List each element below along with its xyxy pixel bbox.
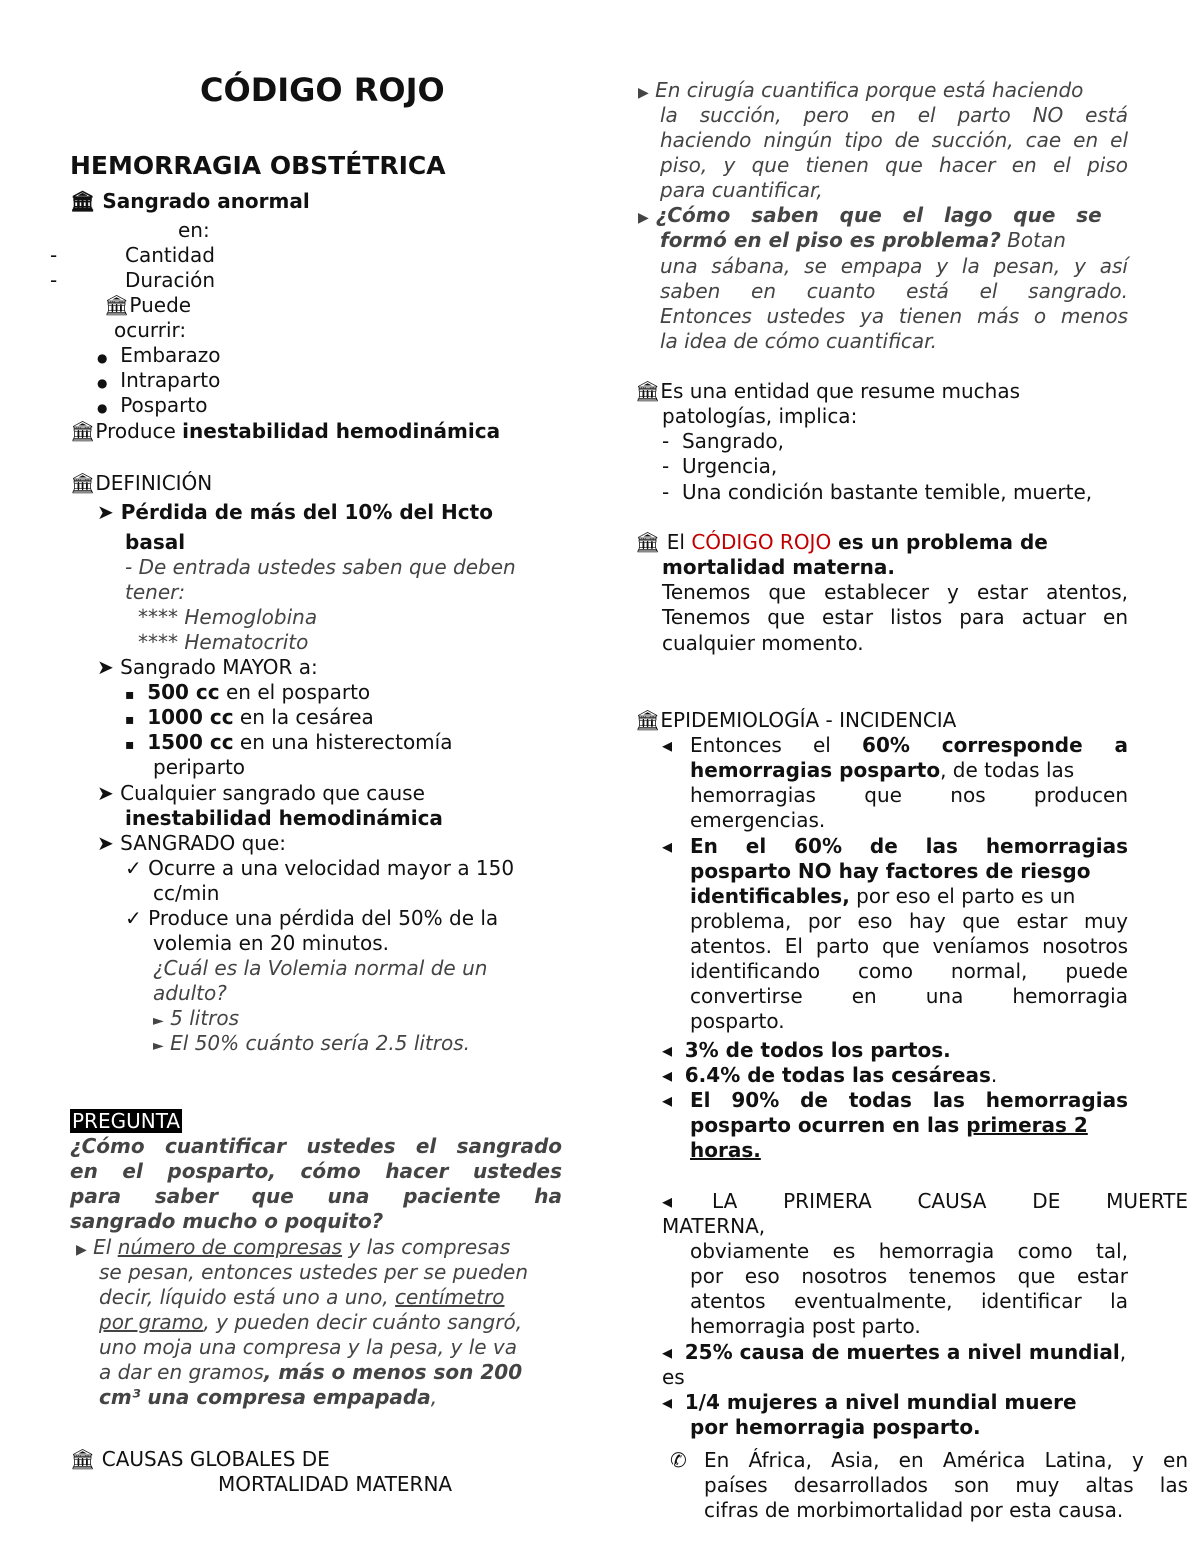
list-item: 🏛Puede: [104, 293, 192, 317]
text-line: posparto NO hay factores de riesgo: [690, 859, 1091, 883]
list-item: ▶ En cirugía cuantifica porque está haciendo: [638, 78, 1084, 102]
castle-icon: 🏛: [70, 1447, 96, 1471]
text-line: la idea de cómo cuantificar.: [660, 329, 937, 353]
text-line: obviamente es hemorragia como tal,: [690, 1239, 1128, 1263]
text-line: identificables, por eso el parto es un: [690, 884, 1076, 908]
list-item: -: [50, 268, 58, 292]
text-line: sangrado mucho o poquito?: [70, 1209, 384, 1233]
list-item: ● Posparto: [97, 393, 208, 417]
text-line: por gramo, y pueden decir cuánto sangró,: [99, 1310, 523, 1334]
list-item: 🏛 CAUSAS GLOBALES DE: [70, 1447, 330, 1471]
text-line: ¿Cómo cuantificar ustedes el sangrado: [70, 1134, 562, 1158]
text-line: posparto.: [690, 1009, 785, 1033]
text-line: atentos eventualmente, identificar la: [690, 1289, 1128, 1313]
list-item: 🏛 Sangrado anormal: [70, 189, 310, 213]
text-line: hemorragia post parto.: [690, 1314, 921, 1338]
list-item: ▶ ¿Cómo saben que el lago que se: [638, 203, 1102, 227]
text-line: cm³ una compresa empapada,: [99, 1385, 438, 1409]
text-line: Tenemos que estar listos para actuar en: [662, 605, 1128, 629]
list-item: [662, 1189, 672, 1214]
list-item: ● Embarazo: [97, 343, 221, 367]
list-item: ▪ 500 cc en el posparto: [125, 680, 371, 704]
check-icon: ✓: [125, 856, 142, 880]
list-item: ▶ El número de compresas y las compresas: [76, 1235, 511, 1259]
globe-icon: ✆: [670, 1448, 687, 1472]
triangle-icon: ◂: [662, 1189, 673, 1213]
text-line: piso, y que tienen que hacer en el piso: [660, 153, 1128, 177]
text-line: En África, Asia, en América Latina, y en: [704, 1448, 1188, 1472]
text-line: posparto ocurren en las primeras 2: [690, 1113, 1088, 1137]
list-item: - Urgencia,: [662, 454, 778, 478]
list-item: ➤ Cualquier sangrado que cause: [97, 781, 425, 805]
list-item: 🏛DEFINICIÓN: [70, 471, 213, 495]
list-item: ✓ Produce una pérdida del 50% de la: [125, 906, 499, 930]
list-item: [662, 733, 672, 758]
text-line: Entonces el 60% corresponde a: [690, 733, 1128, 757]
castle-icon: 🏛: [635, 379, 661, 403]
text-line: emergencias.: [690, 808, 826, 832]
text-line: cifras de morbimortalidad por esta causa.: [704, 1498, 1124, 1522]
text-line: Entonces ustedes ya tienen más o menos: [660, 304, 1128, 328]
text-line: decir, líquido está uno a uno, centímetro: [99, 1285, 505, 1309]
list-item: ◂ 3% de todos los partos.: [662, 1038, 951, 1062]
text-line: formó en el piso es problema? Botan: [660, 228, 1066, 252]
list-item: [670, 1448, 687, 1473]
text-line: identificando como normal, puede: [690, 959, 1128, 983]
text-line: horas.: [690, 1138, 761, 1162]
list-item: ► 5 litros: [153, 1006, 240, 1030]
text-line: uno moja una compresa y la pesa, y le va: [99, 1335, 518, 1359]
text-line: periparto: [153, 755, 246, 779]
text-line: convertirse en una hemorragia: [690, 984, 1128, 1008]
bullet-icon: ▶: [76, 1242, 87, 1258]
text-line: En el 60% de las hemorragias: [690, 834, 1128, 858]
text-line: ocurrir:: [114, 318, 187, 342]
text-line: hemorragias que nos producen: [690, 783, 1128, 807]
text-line: la succión, pero en el parto NO está: [660, 103, 1128, 127]
text-line: volemia en 20 minutos.: [153, 931, 389, 955]
text-line: **** Hematocrito: [138, 630, 309, 654]
list-item: ● Intraparto: [97, 368, 221, 392]
text-line: patologías, implica:: [662, 404, 858, 428]
list-item: ▪ 1000 cc en la cesárea: [125, 705, 374, 729]
section-heading: 🏛EPIDEMIOLOGÍA - INCIDENCIA: [635, 708, 957, 732]
text-line: atentos. El parto que veníamos nosotros: [690, 934, 1128, 958]
list-item: ◂ 6.4% de todas las cesáreas.: [662, 1063, 998, 1087]
list-item: ► El 50% cuánto sería 2.5 litros.: [153, 1031, 471, 1055]
text-line: Cantidad: [125, 243, 215, 267]
text-line: inestabilidad hemodinámica: [125, 806, 443, 830]
text-line: mortalidad materna.: [662, 555, 895, 579]
castle-icon: 🏛: [635, 708, 661, 732]
dot-icon: ●: [97, 351, 108, 365]
text-line: para cuantificar,: [660, 178, 823, 202]
text-line: por eso nosotros tenemos que estar: [690, 1264, 1128, 1288]
text-line: Tenemos que establecer y estar atentos,: [662, 580, 1128, 604]
arrow-icon: ➤: [97, 781, 114, 805]
list-item: [662, 1088, 672, 1113]
section-heading: HEMORRAGIA OBSTÉTRICA: [70, 151, 446, 180]
text-line: haciendo ningún tipo de succión, cae en el: [660, 128, 1128, 152]
list-item: 🏛 El CÓDIGO ROJO es un problema de: [635, 530, 1048, 554]
list-item: ✓ Ocurre a una velocidad mayor a 150: [125, 856, 515, 880]
text-line: países desarrollados son muy altas las: [704, 1473, 1188, 1497]
arrow-icon: ➤: [97, 831, 114, 855]
page-title: CÓDIGO ROJO: [200, 71, 445, 109]
text-line: MATERNA,: [662, 1214, 766, 1238]
castle-icon: 🏛: [70, 189, 96, 213]
text-line: se pesan, entonces ustedes per se pueden: [99, 1260, 528, 1284]
triangle-icon: ◂: [662, 733, 673, 757]
castle-icon: 🏛: [635, 530, 661, 554]
text-line: a dar en gramos, más o menos son 200: [99, 1360, 523, 1384]
list-item: [662, 834, 672, 859]
list-item: ➤ Pérdida de más del 10% del Hcto: [97, 500, 493, 524]
triangle-icon: ◂: [662, 1390, 673, 1414]
text-line: cualquier momento.: [662, 631, 864, 655]
castle-icon: 🏛: [70, 471, 96, 495]
text-line: en:: [178, 218, 210, 242]
text-line: El 90% de todas las hemorragias: [690, 1088, 1128, 1112]
text-line: Duración: [125, 268, 216, 292]
text-line: basal: [125, 530, 186, 554]
text-line: **** Hemoglobina: [138, 605, 318, 629]
text-line: cc/min: [153, 881, 220, 905]
text-line: adulto?: [153, 981, 227, 1005]
list-item: ➤ Sangrado MAYOR a:: [97, 655, 318, 679]
list-item: - Una condición bastante temible, muerte,: [662, 480, 1093, 504]
arrow-icon: ➤: [97, 500, 114, 524]
text-line: es: [662, 1365, 685, 1389]
text-line: para saber que una paciente ha: [70, 1184, 562, 1208]
castle-icon: 🏛: [104, 293, 130, 317]
triangle-icon: ◂: [662, 1038, 673, 1062]
triangle-icon: ◂: [662, 1088, 673, 1112]
dot-icon: ●: [97, 401, 108, 415]
dot-icon: ●: [97, 376, 108, 390]
pointer-icon: ►: [153, 1013, 164, 1029]
list-item: ➤ SANGRADO que:: [97, 831, 287, 855]
triangle-icon: ◂: [662, 834, 673, 858]
text-line: - De entrada ustedes saben que deben: [125, 555, 516, 579]
text-line: hemorragias posparto, de todas las: [690, 758, 1075, 782]
pointer-icon: ►: [153, 1038, 164, 1054]
bullet-icon: ▶: [638, 85, 649, 101]
arrow-icon: ➤: [97, 655, 114, 679]
list-item: 🏛Es una entidad que resume muchas: [635, 379, 1021, 403]
text-line: en el posparto, cómo hacer ustedes: [70, 1159, 562, 1183]
text-line: por hemorragia posparto.: [690, 1415, 981, 1439]
text-line: LA PRIMERA CAUSA DE MUERTE: [712, 1189, 1188, 1213]
text-line: tener:: [125, 580, 186, 604]
list-item: ▪ 1500 cc en una histerectomía: [125, 730, 453, 754]
list-item: -: [50, 243, 58, 267]
list-item: - Sangrado,: [662, 429, 785, 453]
list-item: 🏛Produce inestabilidad hemodinámica: [70, 419, 501, 443]
text-line: ¿Cuál es la Volemia normal de un: [153, 956, 488, 980]
triangle-icon: ◂: [662, 1063, 673, 1087]
text-line: una sábana, se empapa y la pesan, y así: [660, 254, 1128, 278]
bullet-icon: ▶: [638, 210, 649, 226]
question-label: PREGUNTA: [72, 1109, 181, 1133]
castle-icon: 🏛: [70, 419, 96, 443]
list-item: ◂ 25% causa de muertes a nivel mundial,: [662, 1340, 1127, 1364]
text-line: problema, por eso hay que estar muy: [690, 909, 1128, 933]
text-line: saben en cuanto está el sangrado.: [660, 279, 1128, 303]
text-line: MORTALIDAD MATERNA: [218, 1472, 453, 1496]
triangle-icon: ◂: [662, 1340, 673, 1364]
check-icon: ✓: [125, 906, 142, 930]
list-item: ◂ 1/4 mujeres a nivel mundial muere: [662, 1390, 1077, 1414]
